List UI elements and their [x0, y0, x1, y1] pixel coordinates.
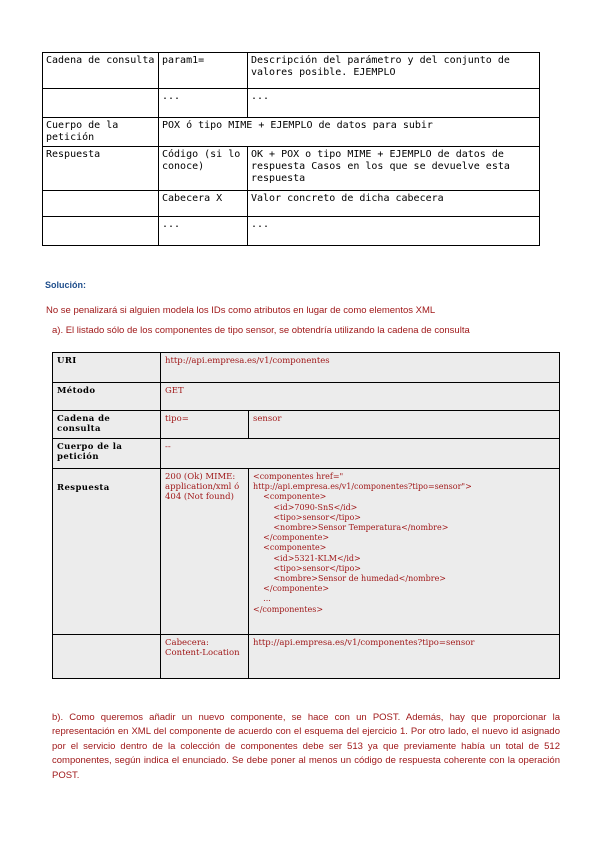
method-label: Método: [53, 383, 161, 411]
response-label: Respuesta: [53, 469, 161, 635]
cell-header-name: Cabecera X: [159, 191, 248, 217]
cell-ellipsis: ...: [248, 89, 540, 118]
cell-ellipsis: ...: [159, 89, 248, 118]
cell-param: param1=: [159, 53, 248, 89]
cell-empty: [43, 191, 159, 217]
cell-label: Cadena de consulta: [43, 53, 159, 89]
response-code: 200 (Ok) MIME: application/xml ó 404 (Not found): [161, 469, 249, 635]
cell-response-value: OK + POX o tipo MIME + EJEMPLO de datos de respuesta Casos en los que se devuelve esta respuesta: [248, 147, 540, 191]
cell-ellipsis: ...: [248, 217, 540, 246]
solution-heading: Solución:: [45, 280, 86, 290]
header-label: Cabecera: Content-Location: [161, 635, 249, 679]
query-label: Cadena de consulta: [53, 411, 161, 439]
solution-table: [52, 352, 560, 679]
paragraph-b: b). Como queremos añadir un nuevo componente, se hace con un POST. Además, hay que proporcionar la representación en XML del componente de acuerdo con el esquema del ejercicio 1. Por otro lado, el nuevo id asignado por el servicio dentro de la colección de componentes debe ser 513 ya que previamente había un total de 512 componentes, según indica el enunciado. Se debe poner al menos un código de respuesta coherente con la operación POST.: [52, 712, 560, 781]
cell-label: Respuesta: [43, 147, 159, 191]
cell-label: Cuerpo de la petición: [43, 118, 159, 147]
cell-body-value: POX ó tipo MIME + EJEMPLO de datos para subir: [159, 118, 540, 147]
cell-empty: [43, 217, 159, 246]
response-xml: <componentes href=" http://api.empresa.es/v1/componentes?tipo=sensor"> <componente> <id>7090-SnS</id> <tipo>sensor</tipo> <nombre>Sensor Temperatura</nombre> </componente> <componente> <id>5321-KLM</id> <tipo>sensor</tipo> <nombre>Sensor de humedad</nombre> </componente> ... </componentes>: [253, 472, 472, 614]
cell-header-value: Valor concreto de dicha cabecera: [248, 191, 540, 217]
uri-value: http://api.empresa.es/v1/componentes: [161, 353, 560, 383]
cell-empty: [43, 89, 159, 118]
query-value: sensor: [249, 411, 560, 439]
note-a: a). El listado sólo de los componentes de tipo sensor, se obtendría utilizando la cadena de consulta: [52, 325, 470, 336]
cell-code: Código (si lo conoce): [159, 147, 248, 191]
body-value: --: [161, 439, 560, 469]
cell-ellipsis: ...: [159, 217, 248, 246]
method-value: GET: [161, 383, 560, 411]
uri-label: URI: [53, 353, 161, 383]
body-label: Cuerpo de la petición: [53, 439, 161, 469]
cell-description: Descripción del parámetro y del conjunto de valores posible. EJEMPLO: [248, 53, 540, 89]
note-ids: No se penalizará si alguien modela los IDs como atributos en lugar de como elementos XML: [46, 305, 436, 316]
header-value: http://api.empresa.es/v1/componentes?tipo=sensor: [249, 635, 560, 679]
resource-template-table: [42, 52, 540, 246]
query-param: tipo=: [161, 411, 249, 439]
